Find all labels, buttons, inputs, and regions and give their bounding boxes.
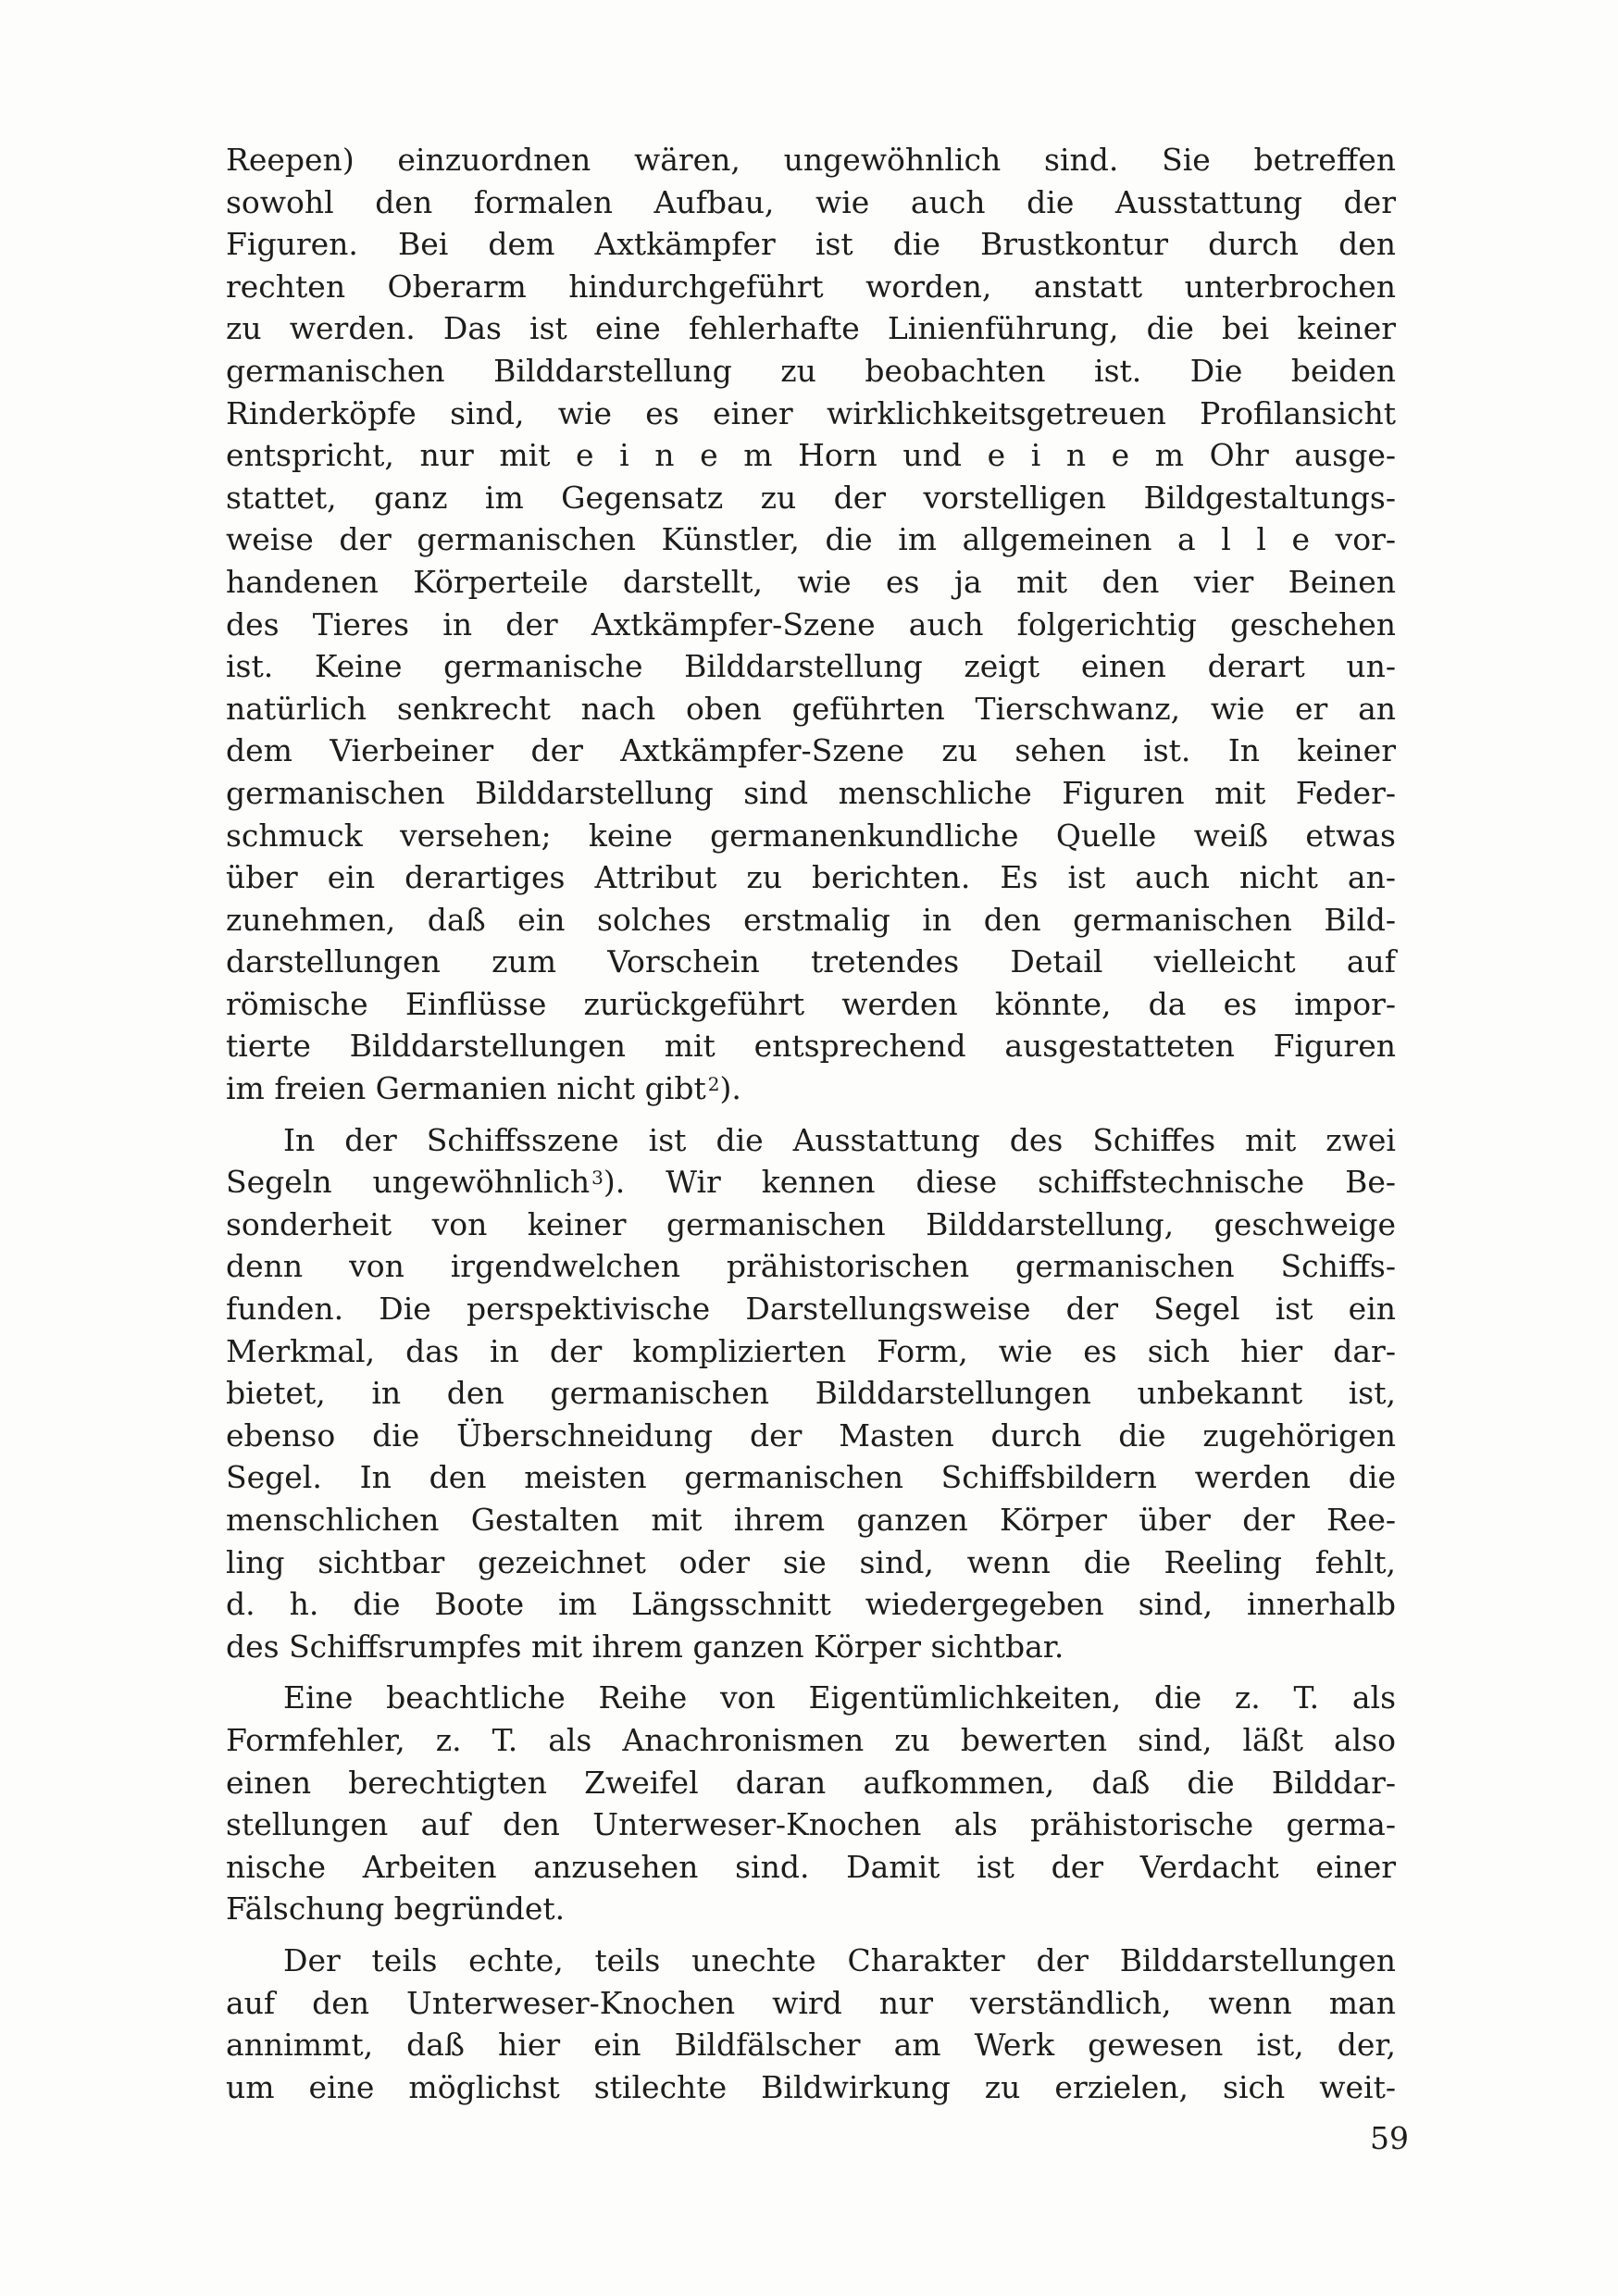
line-text: Segeln ungewöhnlich bbox=[226, 1164, 591, 1201]
text-line: d. h. die Boote im Längsschnitt wiedergegeben sind, innerhalb bbox=[226, 1586, 1396, 1623]
text-line: Reepen) einzuordnen wären, ungewöhnlich sind. Sie betreffen bbox=[226, 142, 1396, 178]
text-line: nische Arbeiten anzusehen sind. Damit ist der Verdacht einer bbox=[226, 1848, 1396, 1885]
line-text: im freien Germanien nicht gibt bbox=[226, 1070, 706, 1107]
line-text-tail: ). bbox=[719, 1070, 741, 1107]
text-line: darstellungen zum Vorschein tretendes Detail vielleicht auf bbox=[226, 943, 1396, 980]
text-line: zunehmen, daß ein solches erstmalig in den germanischen Bild- bbox=[226, 901, 1396, 938]
text-line: germanischen Bilddarstellung zu beobachten ist. Die beiden bbox=[226, 352, 1396, 389]
body-text bbox=[226, 139, 1396, 2108]
text-line: germanischen Bilddarstellung sind menschliche Figuren mit Feder- bbox=[226, 774, 1396, 811]
text-line: funden. Die perspektivische Darstellungsweise der Segel ist ein bbox=[226, 1291, 1396, 1328]
text-line: stellungen auf den Unterweser-Knochen als prähistorische germa- bbox=[226, 1806, 1396, 1843]
text-line: über ein derartiges Attribut zu berichten. Es ist auch nicht an- bbox=[226, 859, 1396, 896]
text-line: sowohl den formalen Aufbau, wie auch die Ausstattung der bbox=[226, 183, 1396, 220]
page-number: 59 bbox=[1370, 2120, 1409, 2156]
text-line: entspricht, nur mit e i n e m Horn und e i n e m Ohr ausge- bbox=[226, 437, 1396, 474]
text-line: Segel. In den meisten germanischen Schiffsbildern werden die bbox=[226, 1459, 1396, 1496]
text-line: handenen Körperteile darstellt, wie es ja mit den vier Beinen bbox=[226, 563, 1396, 600]
text-line: Figuren. Bei dem Axtkämpfer ist die Brustkontur durch den bbox=[226, 226, 1396, 263]
text-line: weise der germanischen Künstler, die im allgemeinen a l l e vor- bbox=[226, 521, 1396, 558]
text-line: des Schiffsrumpfes mit ihrem ganzen Körper sichtbar. bbox=[226, 1628, 1064, 1665]
text-line: dem Vierbeiner der Axtkämpfer-Szene zu sehen ist. In keiner bbox=[226, 732, 1396, 769]
footnote-marker: 3 bbox=[591, 1167, 604, 1190]
text-line: natürlich senkrecht nach oben geführten Tierschwanz, wie er an bbox=[226, 690, 1396, 727]
text-line: sonderheit von keiner germanischen Bilddarstellung, geschweige bbox=[226, 1205, 1396, 1242]
paragraph-1 bbox=[226, 139, 1396, 1110]
text-line: Rinderköpfe sind, wie es einer wirklichkeitsgetreuen Profilansicht bbox=[226, 394, 1396, 431]
text-line: denn von irgendwelchen prähistorischen germanischen Schiffs- bbox=[226, 1248, 1396, 1285]
text-line: Formfehler, z. T. als Anachronismen zu bewerten sind, läßt also bbox=[226, 1721, 1396, 1758]
text-line: bietet, in den germanischen Bilddarstellungen unbekannt ist, bbox=[226, 1375, 1396, 1412]
text-line: schmuck versehen; keine germanenkundliche Quelle weiß etwas bbox=[226, 817, 1396, 854]
text-line: ist. Keine germanische Bilddarstellung zeigt einen derart un- bbox=[226, 648, 1396, 685]
text-line: um eine möglichst stilechte Bildwirkung zu erzielen, sich weit- bbox=[226, 2068, 1396, 2105]
text-line: römische Einflüsse zurückgeführt werden könnte, da es impor- bbox=[226, 985, 1396, 1022]
text-line: ebenso die Überschneidung der Masten durch die zugehörigen bbox=[226, 1416, 1396, 1454]
text-line: Merkmal, das in der komplizierten Form, wie es sich hier dar- bbox=[226, 1332, 1396, 1369]
text-line: stattet, ganz im Gegensatz zu der vorstelligen Bildgestaltungs- bbox=[226, 479, 1396, 516]
line-text-tail: ). Wir kennen diese schiffstechnische Be- bbox=[603, 1164, 1396, 1201]
text-line bbox=[226, 1067, 1396, 1110]
footnote-marker: 2 bbox=[707, 1073, 720, 1096]
text-line bbox=[226, 1161, 1396, 1204]
text-line: rechten Oberarm hindurchgeführt worden, anstatt unterbrochen bbox=[226, 268, 1396, 305]
text-line: auf den Unterweser-Knochen wird nur verständlich, wenn man bbox=[226, 1984, 1396, 2021]
text-line: zu werden. Das ist eine fehlerhafte Linienführung, die bei keiner bbox=[226, 310, 1396, 347]
text-line: In der Schiffsszene ist die Ausstattung des Schiffes mit zwei bbox=[283, 1121, 1396, 1158]
paragraph-2 bbox=[226, 1119, 1396, 1668]
text-line: einen berechtigten Zweifel daran aufkommen, daß die Bilddar- bbox=[226, 1764, 1396, 1801]
text-line: Eine beachtliche Reihe von Eigentümlichkeiten, die z. T. als bbox=[283, 1679, 1396, 1716]
text-line: ling sichtbar gezeichnet oder sie sind, wenn die Reeling fehlt, bbox=[226, 1543, 1396, 1580]
paragraph-3 bbox=[226, 1677, 1396, 1930]
text-line: Der teils echte, teils unechte Charakter der Bilddarstellungen bbox=[283, 1941, 1396, 1978]
paragraph-4 bbox=[226, 1940, 1396, 2108]
text-line: annimmt, daß hier ein Bildfälscher am Werk gewesen ist, der, bbox=[226, 2027, 1396, 2064]
text-line: Fälschung begründet. bbox=[226, 1890, 566, 1928]
text-line: tierte Bilddarstellungen mit entsprechend ausgestatteten Figuren bbox=[226, 1028, 1396, 1065]
text-line: menschlichen Gestalten mit ihrem ganzen Körper über der Ree- bbox=[226, 1502, 1396, 1538]
text-line: des Tieres in der Axtkämpfer-Szene auch folgerichtig geschehen bbox=[226, 605, 1396, 643]
